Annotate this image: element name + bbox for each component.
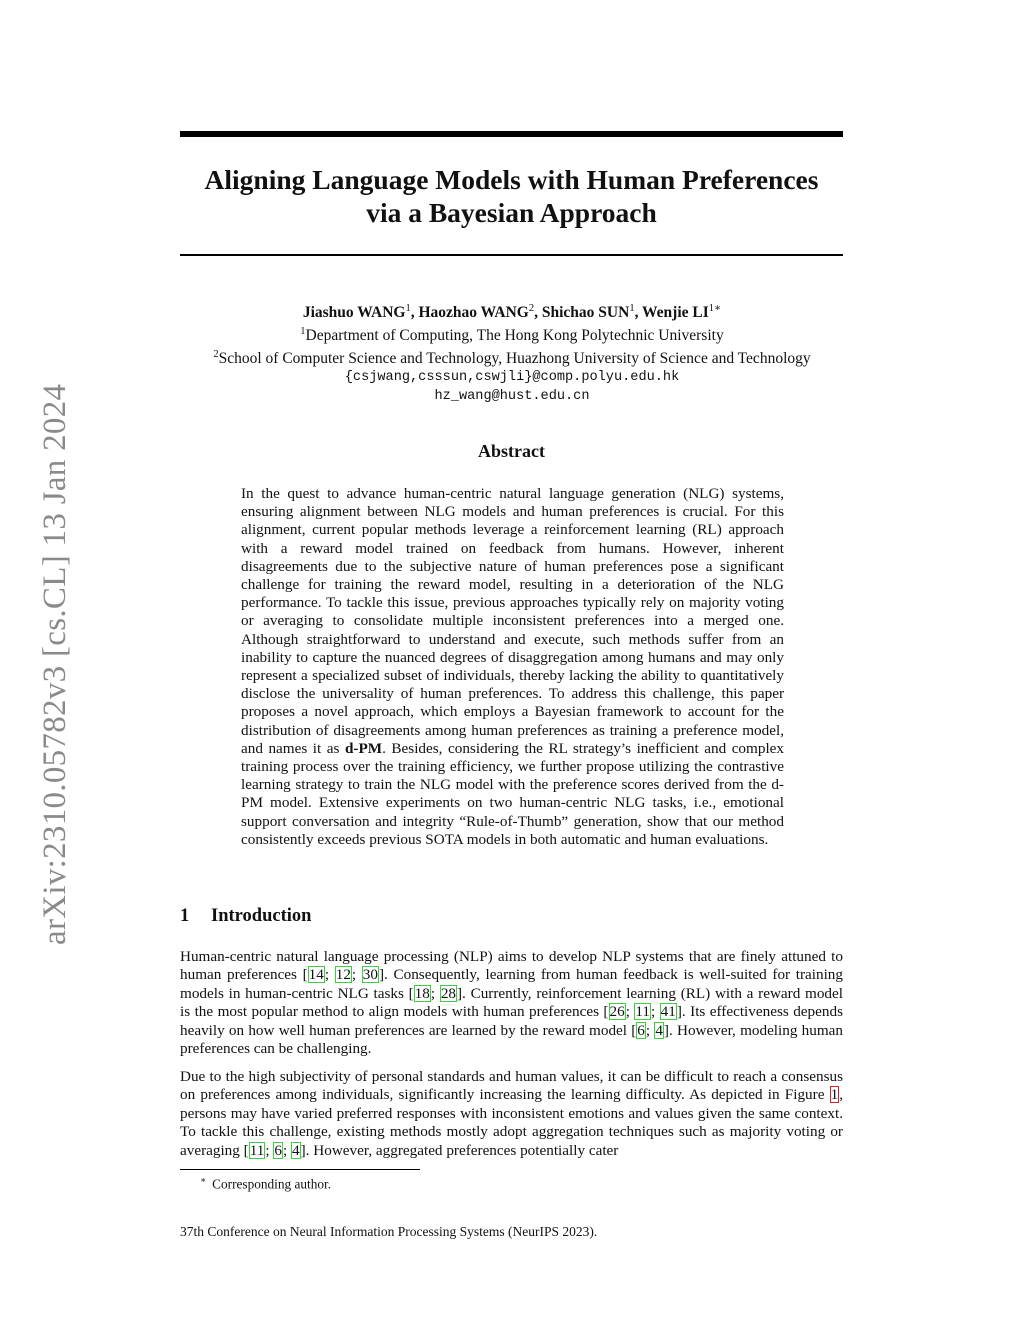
affiliation-2 bbox=[150, 345, 874, 368]
affiliation-text: School of Computer Science and Technology, Huazhong University of Science and Technology bbox=[218, 350, 811, 368]
citation-link[interactable]: 6 bbox=[274, 1141, 282, 1159]
citation-link[interactable]: 26 bbox=[609, 1003, 625, 1021]
section-number: 1 bbox=[180, 906, 190, 926]
abstract-text: In the quest to advance human-centric natural language generation (NLG) systems, ensuring alignment between NLG models and human preferences is crucial. For this alignment, current popular methods leverage a reinforcement learning (RL) approach with a reward model trained on feedback from humans. However, inherent disagreements due to the subjective nature of human preferences pose a significant challenge for training the reward model, resulting in a deterioration of the NLG performance. To tackle this issue, previous approaches typically rely on majority voting or averaging to consolidate multiple inconsistent preferences into a merged one. Although straightforward to understand and execute, such methods suffer from an inability to capture the nuanced degrees of disaggregation among humans and may only represent a specialized subset of individuals, thereby lacking the ability to quantitatively disclose the universality of human preferences. To address this challenge, this paper proposes a novel approach, which employs a Bayesian framework to account for the distribution of disagreements among human preferences as training a preference model, and names it as bbox=[241, 485, 784, 757]
paragraph-text: Due to the high subjectivity of personal standards and human values, it can be difficult to reach a consensus on preferences among individuals, significantly increasing the learning difficulty. As depicted in Figure bbox=[180, 1068, 843, 1104]
citation-link[interactable]: 4 bbox=[292, 1141, 300, 1159]
citation-link[interactable]: 41 bbox=[660, 1003, 676, 1021]
author-name: , Shichao SUN bbox=[534, 304, 630, 322]
section-heading bbox=[180, 906, 311, 927]
citation-link[interactable]: 11 bbox=[635, 1003, 650, 1021]
paragraph-text: ]. However, aggregated preferences potentially cater bbox=[300, 1141, 619, 1159]
citation-link[interactable]: 28 bbox=[440, 984, 456, 1002]
affiliation-mark: 2 bbox=[528, 303, 535, 314]
author-name: Jiashuo WANG bbox=[302, 304, 406, 322]
citation-separator: ; bbox=[645, 1021, 655, 1039]
footnote bbox=[200, 1175, 331, 1192]
citation-link[interactable]: 6 bbox=[637, 1021, 645, 1039]
affiliation-1 bbox=[150, 322, 874, 345]
citation-separator: ; bbox=[351, 966, 362, 984]
author-name: , Haozhao WANG bbox=[410, 304, 529, 322]
abstract-body bbox=[241, 485, 784, 849]
paragraph-text: , persons may have varied preferred responses with inconsistent emotions and values given the same context. To tackle this challenge, existing methods mostly adopt aggregation techniques such as majority voting or averaging [ bbox=[180, 1086, 843, 1159]
paragraph-text: ]. However, modeling human preferences can be challenging. bbox=[180, 1021, 843, 1058]
citation-link[interactable]: 18 bbox=[414, 984, 430, 1002]
title-top-rule bbox=[180, 131, 843, 137]
paragraph-text: ]. Its effectiveness depends heavily on how well human preferences are learned by the reward model [ bbox=[180, 1003, 843, 1039]
abstract-text: . Besides, considering the RL strategy’s inefficient and complex training process over the training efficiency, we further propose utilizing the contrastive learning strategy to train the NLG model with the preference scores derived from the d-PM model. Extensive experiments on two human-centric NLG tasks, i.e., emotional support conversation and integrity “Rule-of-Thumb” generation, show that our method consistently exceeds previous SOTA models in both automatic and human evaluations. bbox=[241, 739, 784, 848]
citation-separator: ; bbox=[324, 966, 335, 984]
author-name: , Wenjie LI bbox=[634, 304, 709, 322]
citation-separator: ; bbox=[650, 1003, 660, 1021]
title-bottom-rule bbox=[180, 254, 843, 256]
author-names bbox=[150, 299, 874, 322]
abstract-method-name: d-PM bbox=[344, 739, 383, 757]
footnote-rule bbox=[180, 1169, 420, 1170]
email-1[interactable]: {csjwang,csssun,cswjli}@comp.polyu.edu.hk bbox=[344, 370, 680, 386]
citation-separator: ; bbox=[430, 984, 440, 1002]
affiliation-mark: 1 bbox=[300, 326, 306, 338]
citation-link[interactable]: 11 bbox=[249, 1141, 265, 1159]
footnote-text: Corresponding author. bbox=[212, 1176, 332, 1192]
citation-separator: ; bbox=[265, 1141, 274, 1159]
author-block bbox=[150, 299, 874, 406]
citation-separator: ; bbox=[625, 1003, 635, 1021]
conference-note: 37th Conference on Neural Information Processing Systems (NeurIPS 2023). bbox=[180, 1224, 598, 1239]
intro-paragraph-2 bbox=[180, 1068, 843, 1160]
citation-link[interactable]: 12 bbox=[335, 966, 351, 984]
affiliation-mark: 1 bbox=[405, 303, 411, 314]
paragraph-text: ]. Currently, reinforcement learning (RL) with a reward model is the most popular method to align models with human preferences [ bbox=[180, 984, 843, 1021]
section-title: Introduction bbox=[211, 906, 312, 926]
affiliation-mark: 1 bbox=[629, 303, 635, 314]
citation-link[interactable]: 4 bbox=[655, 1021, 663, 1039]
citation-link[interactable]: 30 bbox=[362, 966, 378, 984]
paragraph-text: Human-centric natural language processing (NLP) aims to develop NLP systems that are finely attuned to human preferences [ bbox=[180, 948, 843, 984]
arxiv-stamp: arXiv:2310.05782v3 [cs.CL] 13 Jan 2024 bbox=[37, 383, 73, 945]
affiliation-mark: 1∗ bbox=[708, 303, 722, 314]
abstract-heading: Abstract bbox=[478, 441, 545, 461]
affiliation-mark: 2 bbox=[213, 349, 219, 361]
paper-title bbox=[180, 163, 843, 229]
email-2[interactable]: hz_wang@hust.edu.cn bbox=[434, 389, 590, 405]
footnote-mark: ∗ bbox=[200, 1175, 207, 1185]
title-line-2: via a Bayesian Approach bbox=[366, 197, 657, 228]
figure-reference-link[interactable]: 1 bbox=[830, 1086, 839, 1104]
affiliation-text: Department of Computing, The Hong Kong Polytechnic University bbox=[305, 327, 724, 345]
title-line-1: Aligning Language Models with Human Preferences bbox=[204, 164, 819, 195]
citation-separator: ; bbox=[282, 1141, 292, 1159]
paragraph-text: ]. Consequently, learning from human feedback is well-suited for training models in human-centric NLG tasks [ bbox=[180, 966, 843, 1002]
intro-paragraph-1 bbox=[180, 948, 843, 1058]
citation-link[interactable]: 14 bbox=[308, 966, 324, 984]
